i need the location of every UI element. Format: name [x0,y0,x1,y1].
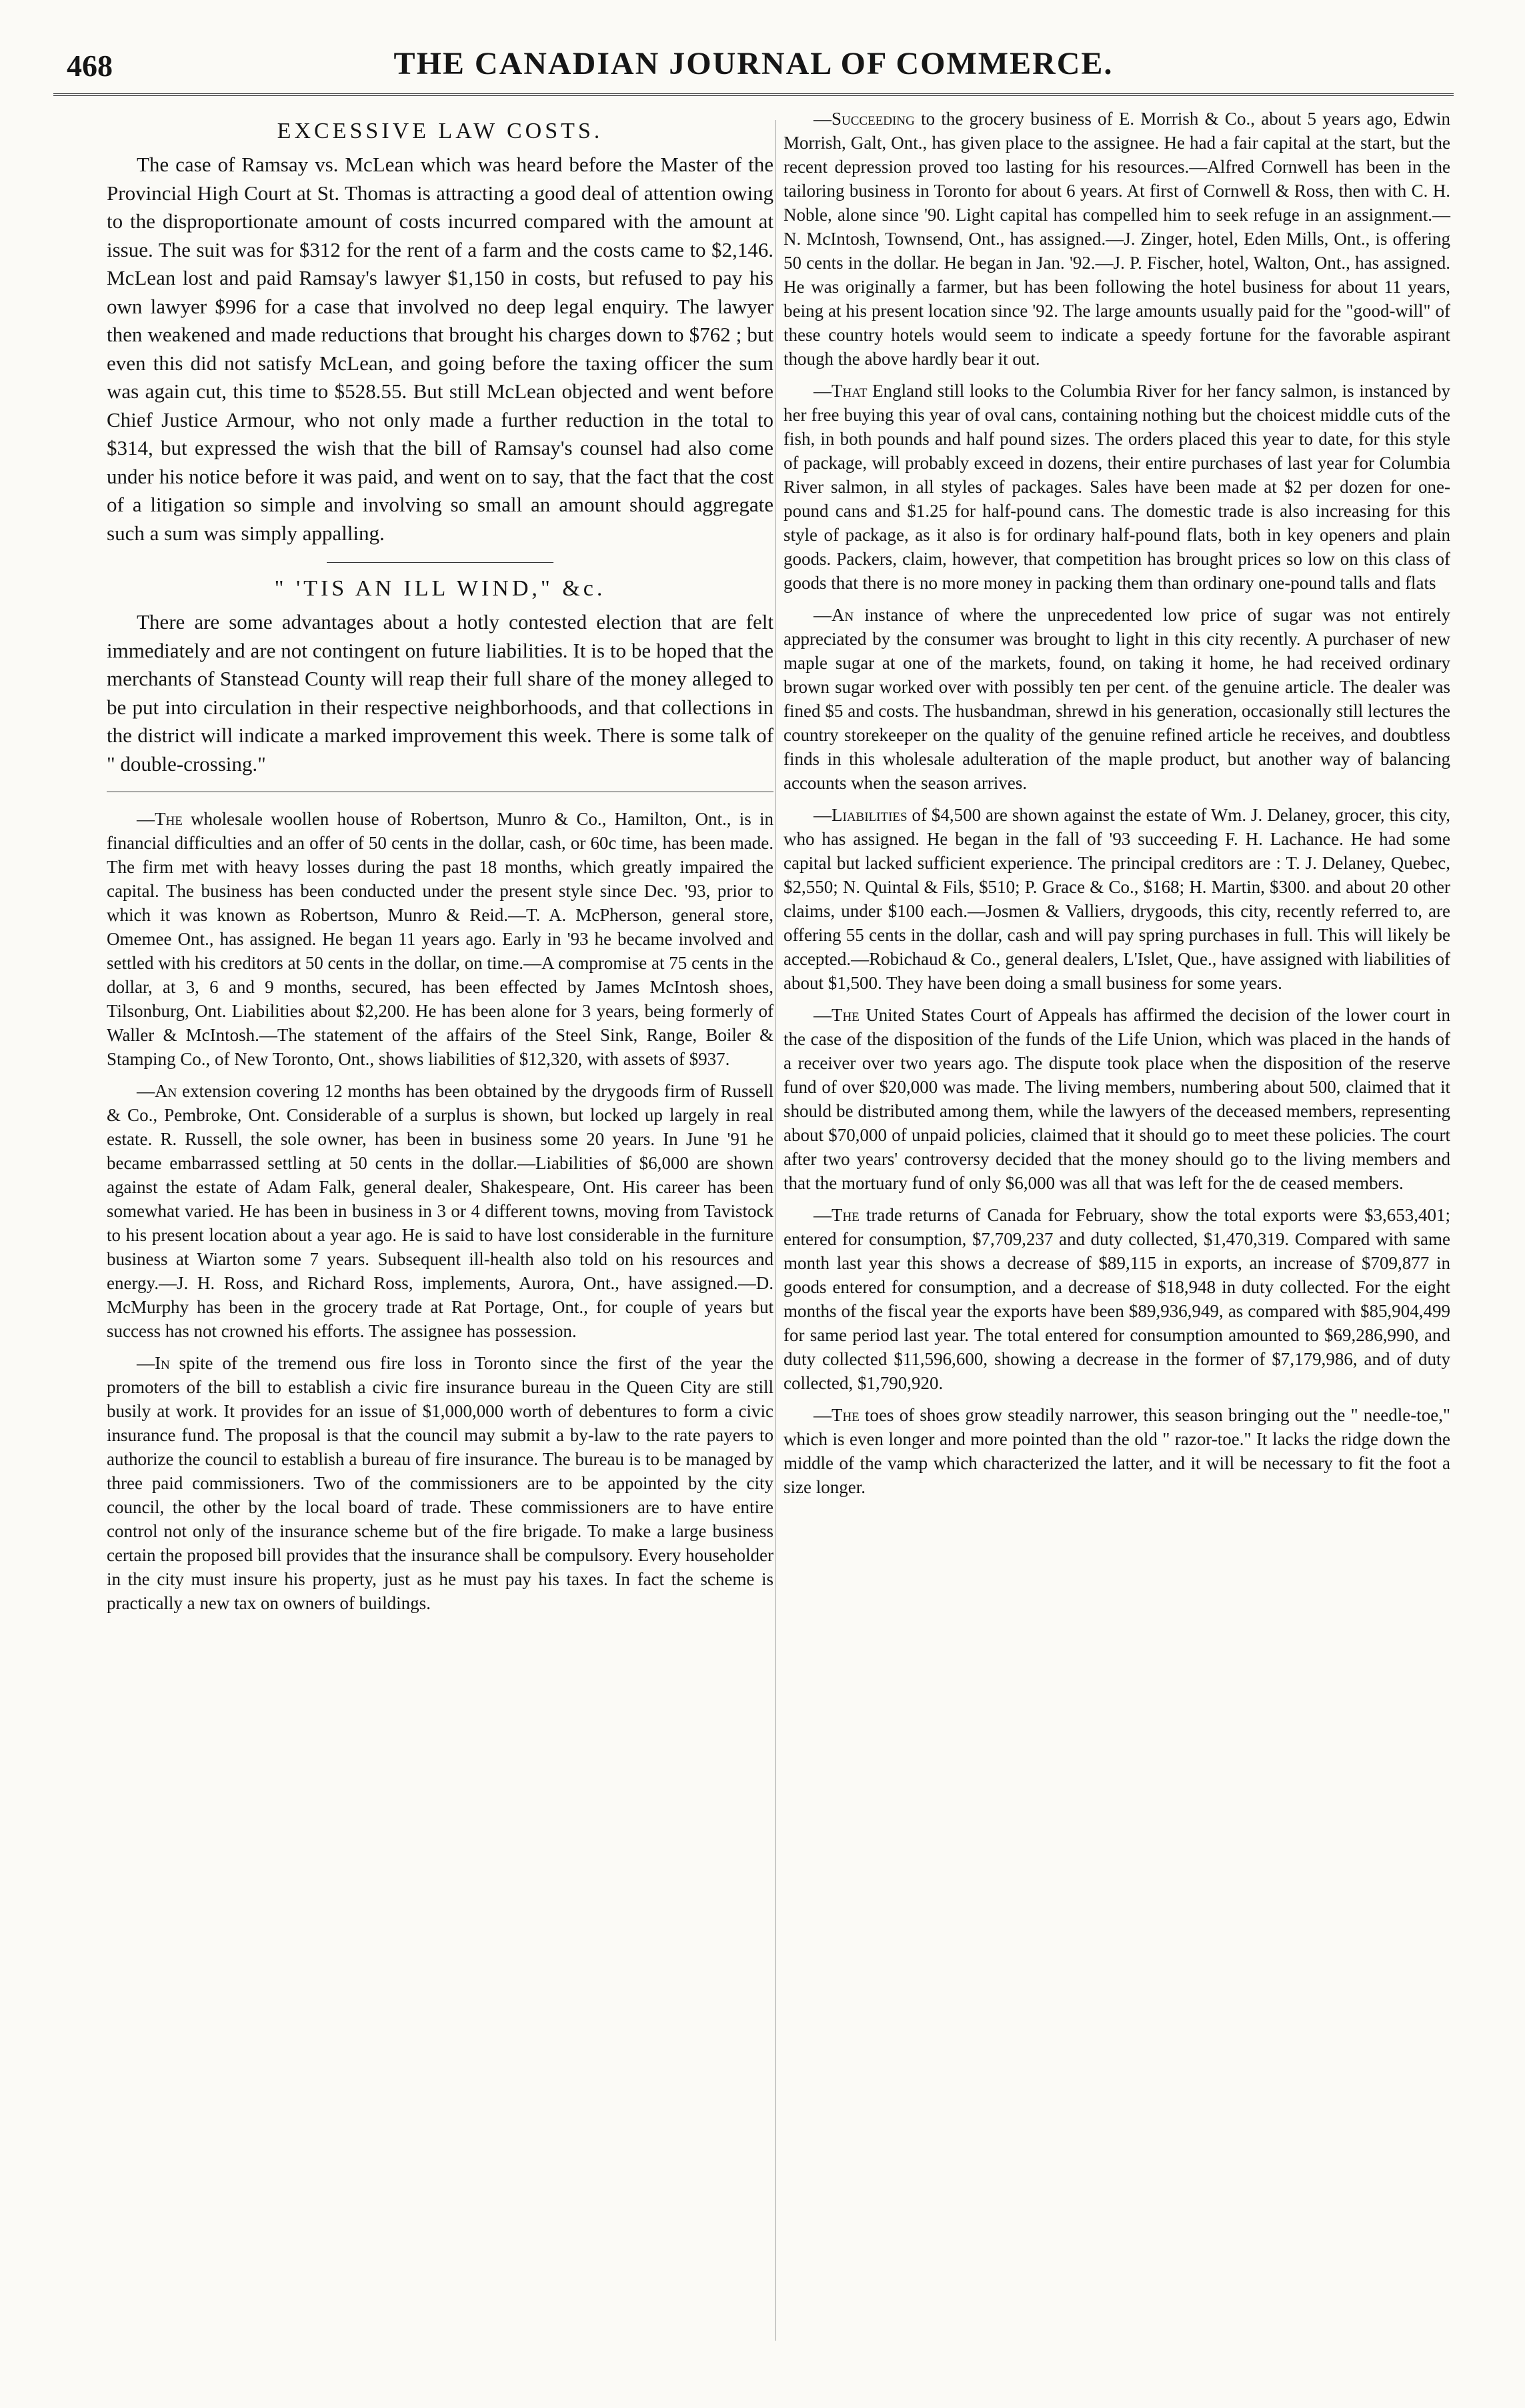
heading-ill-wind: " 'TIS AN ILL WIND," &c. [274,576,606,601]
column-divider [775,120,776,2341]
item-text: England still looks to the Columbia River for her fancy salmon, is instanced by her free buying this year of oval cans, containing nothing but the choicest middle cuts of the fish, in both pounds and half pound sizes. The orders placed this year to date, for this style of package, will probably exceed in dozens, their entire purchases of last year for Columbia River salmon, in all styles of packages. Sales have been made at $2 per dozen for one-pound cans and $1.25 for half-pound cans. The domestic trade is also increasing for this style of package, as it also is for ordinary half-pound flats, both in key openers and plain goods. Packers, claim, however, that competition has brought prices so low on this class of goods that there is no more money in packing them than ordinary one-pound talls and flats [784,381,1450,593]
item-lead: —In [137,1353,170,1373]
item-lead: —An [137,1081,177,1101]
heading-excessive-law-costs: EXCESSIVE LAW COSTS. [277,119,603,143]
item-text: of $4,500 are shown against the estate of Wm. J. Delaney, grocer, this city, who has assigned. He began in the fall of '93 succeeding F. H. Lachance. He had some capital but lacked sufficient experience. The principal creditors are : T. J. Delaney, Quebec, $2,550; N. Quintal & Fils, $510; P. Grace & Co., $168; H. Martin, $300. and about 20 other claims, under $100 each.—Josmen & Valliers, drygoods, this city, recently referred to, are offering 55 cents in the dollar, cash and will pay spring purchases in full. This will likely be accepted.—Robichaud & Co., general dealers, L'Islet, Que., have assigned with liabilities of about $1,500. They have been doing a small business for some years. [784,805,1450,993]
item-robertson-munro [107,807,774,1071]
right-column [784,107,1450,1507]
item-lead: —That [814,381,868,401]
item-lead: —An [814,605,854,625]
item-text: toes of shoes grow steadily narrower, this season bringing out the " needle-toe," which is even longer and more pointed than the old " razor-toe." It lacks the ridge down the middle of the vamp which characterized the latter, and it will be necessary to fit the foot a size longer. [784,1405,1450,1497]
item-text: spite of the tremend ous fire loss in Toronto since the first of the year the promoters of the bill to establish a civic fire insurance bureau in the Queen City are still busily at work. It provides for an issue of $1,000,000 worth of debentures to form a civic insurance fund. The proposal is that the council may submit a by-law to the rate payers to authorize the council to establish a bureau of fire insurance. The bureau is to be managed by three paid commissioners. Two of the commissioners are to be appointed by the city council, the other by the local board of trade. These commissioners are to have entire control not only of the insurance scheme but of the fire brigade. To make a large business certain the proposed bill provides that the insurance shall be compulsory. Every householder in the city must insure his property, just as he must pay his taxes. In fact the scheme is practically a new tax on owners of buildings. [107,1353,774,1613]
item-lead: —The [814,1005,860,1025]
item-fire-insurance [107,1351,774,1615]
left-column [107,107,774,1623]
item-russell-co [107,1079,774,1343]
item-lead: —The [814,1205,860,1225]
article-law-costs: The case of Ramsay vs. McLean which was heard before the Master of the Provincial High Court at St. Thomas is attracting a good deal of attention owing to the disproportionate amount of costs incurred compared with the amount at issue. The suit was for $312 for the rent of a farm and the costs came to $2,146. McLean lost and paid Ramsay's lawyer $1,150 in costs, but refused to pay his own lawyer $996 for a case that involved no deep legal enquiry. The lawyer then weakened and made reductions that brought his charges down to $762 ; but even this did not satisfy McLean, and going before the taxing officer the sum was again cut, this time to $528.55. But still McLean objected and went before Chief Justice Armour, who not only made a further reduction in the total to $314, but expressed the wish that the bill of Ramsay's counsel had also come under his notice before it was paid, and went on to say, that the fact that the cost of a litigation so simple and involving so small an amount should aggregate such a sum was simply appalling. [107,153,774,545]
item-morrish [784,107,1450,371]
journal-title: THE CANADIAN JOURNAL OF COMMERCE. [393,46,1114,81]
item-text: United States Court of Appeals has affirmed the decision of the lower court in the case of the disposition of the funds of the Life Union, which was placed in the hands of a receiver over two years ago. The dispute took place when the disposition of the reserve fund of over $20,000 was made. The living members, numbering about 500, claimed that it should be distributed among them, while the lawyers of the deceased members, representing about $70,000 of unpaid policies, claimed that it should go to meet these policies. The court after two years' controversy decided that the money should go to the living members and that the mortuary fund of only $6,000 was all that was left for the de ceased members. [784,1005,1450,1193]
item-text: wholesale woollen house of Robertson, Munro & Co., Hamilton, Ont., is in financial difficulties and an offer of 50 cents in the dollar, cash, or 60c time, has been made. The firm met with heavy losses during the past 18 months, which greatly impaired the capital. The business has been conducted under the present style since Dec. '93, prior to which it was known as Robertson, Munro & Reid.—T. A. McPherson, general store, Omemee Ont., has assigned. He began 11 years ago. Early in '93 he became involved and settled with his creditors at 50 cents in the dollar, on time.—A compromise at 75 cents in the dollar, at 3, 6 and 9 months, secured, has been effected by James McIntosh shoes, Tilsonburg, Ont. Liabilities about $2,200. He has been alone for 3 years, being formerly of Waller & McIntosh.—The statement of the affairs of the Steel Sink, Range, Boiler & Stamping Co., of New Toronto, Ont., shows liabilities of $12,320, with assets of $937. [107,809,774,1069]
item-text: instance of where the unprecedented low price of sugar was not entirely appreciated by the consumer was brought to light in this city recently. A purchaser of new maple sugar at one of the markets, found, on taking it home, he had received ordinary brown sugar worked over with possibly ten per cent. of the genuine article. The dealer was fined $5 and costs. The husbandman, shrewd in his generation, occasionally still lectures the country storekeeper on the quality of the genuine refined article he receives, and doubtless finds in this wholesale adulteration of the maple product, but another way of balancing accounts when the season arrives. [784,605,1450,793]
item-text: extension covering 12 months has been obtained by the drygoods firm of Russell & Co., Pembroke, Ont. Considerable of a surplus is shown, but locked up largely in real estate. R. Russell, the sole owner, has been in business some 20 years. In June '91 he became embarrassed settling at 50 cents in the dollar.—Liabilities of $6,000 are shown against the estate of Adam Falk, general dealer, Shakespeare, Ont. His career has been somewhat varied. He has been in business in 3 or 4 different towns, moving from Tavistock to his present location about a year ago. He is said to have lost considerable in the furniture business at Wiarton some 7 years. Subsequent ill-health also told on his resources and energy.—J. H. Ross, and Richard Ross, implements, Aurora, Ont., have assigned.—D. McMurphy has been in the grocery trade at Rat Portage, Ont., for couple of years but success has not crowned his efforts. The assignee has possession. [107,1081,774,1341]
header-rule [53,93,1454,96]
item-columbia-salmon [784,379,1450,595]
section-divider [327,562,553,563]
item-text: to the grocery business of E. Morrish & Co., about 5 years ago, Edwin Morrish, Galt, Ont., has given place to the assignee. He had a fair capital at the start, but the recent depression proved too lasting for his resources.—Alfred Cornwell has been in the tailoring business in Toronto for about 6 years. At first of Cornwell & Ross, then with C. H. Noble, alone since '90. Light capital has compelled him to seek refuge in an assignment.—N. McIntosh, Townsend, Ont., has assigned.—J. Zinger, hotel, Eden Mills, Ont., is offering 50 cents in the dollar. He began in Jan. '92.—J. P. Fischer, hotel, Walton, Ont., has assigned. He was originally a farmer, but has been following the hotel business for about 11 years, being at his present location since '92. The large amounts usually paid for the "good-will" of these country hotels would seem to indicate a speedy fortune for the favorable aspirant though the above hardly bear it out. [784,109,1450,369]
page-number: 468 [67,49,113,83]
item-lead: —Succeeding [814,109,915,129]
item-lead: —The [814,1405,860,1425]
item-maple-sugar [784,603,1450,795]
item-trade-returns [784,1203,1450,1395]
item-shoe-toes [784,1403,1450,1499]
article-ill-wind: There are some advantages about a hotly contested election that are felt immediately and are not contingent on future liabilities. It is to be hoped that the merchants of Stanstead County will reap their full share of the money alleged to be put into circulation in their respective neighborhoods, and that collections in the district will indicate a marked improvement this week. There is some talk of " double-crossing." [107,610,774,776]
item-delaney [784,803,1450,995]
item-text: trade returns of Canada for February, show the total exports were $3,653,401; entered for consumption, $7,709,237 and duty collected, $1,470,319. Compared with same month last year this shows a decrease of $89,115 in exports, an increase of $709,877 in goods entered for consumption, and a decrease of $18,948 in duty collected. For the eight months of the fiscal year the exports have been $89,936,949, as compared with $85,904,499 for same period last year. The total entered for consumption amounted to $69,286,990, and duty collected $11,596,600, showing a decrease in the former of $7,179,986, and of duty collected, $1,790,920. [784,1205,1450,1393]
page-header [67,41,1440,88]
item-lead: —The [137,809,183,829]
item-lead: —Liabilities [814,805,908,825]
item-court-of-appeals [784,1003,1450,1195]
